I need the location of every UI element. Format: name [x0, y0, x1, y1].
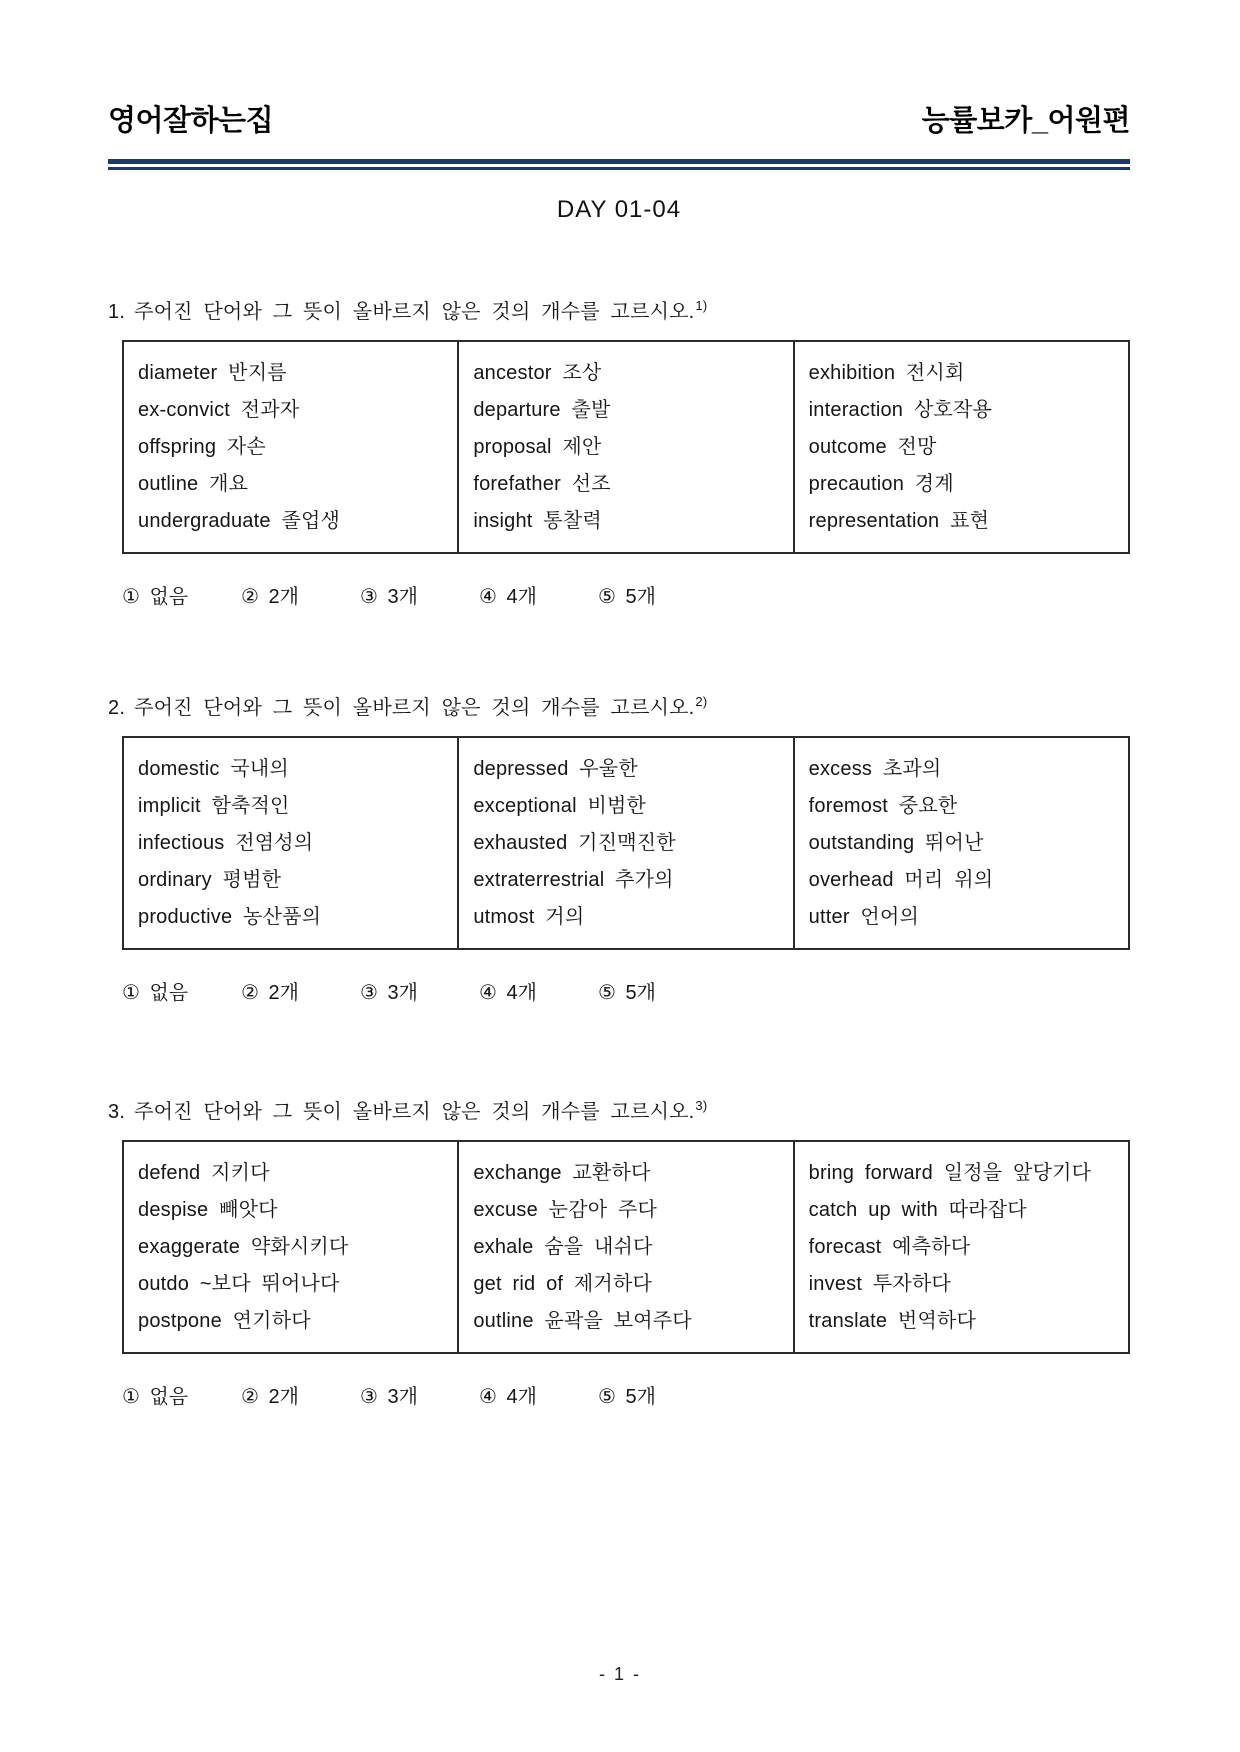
vocab-table-3 [122, 1140, 1130, 1354]
footnote-marker-1: 1) [695, 298, 708, 314]
vocab-entry: translate 번역하다 [808, 1310, 977, 1332]
option-1-5: ⑤ 5개 [598, 586, 656, 608]
header-divider [108, 159, 1130, 170]
answer-options-3 [122, 1384, 1130, 1410]
vocab-entry: exchange 교환하다 [473, 1162, 651, 1184]
vocab-entry: domestic 국내의 [138, 758, 289, 780]
vocab-entry: excuse 눈감아 주다 [473, 1199, 658, 1221]
page-header [108, 0, 1130, 139]
question-2 [108, 694, 1130, 1006]
question-3 [108, 1098, 1130, 1410]
option-2-4: ④ 4개 [479, 982, 537, 1004]
vocab-entry: bring forward 일정을 앞당기다 [808, 1162, 1092, 1184]
option-3-4: ④ 4개 [479, 1386, 537, 1408]
vocab-entry: despise 빼앗다 [138, 1199, 278, 1221]
question-3-text: 주어진 단어와 그 뜻이 올바르지 않은 것의 개수를 고르시오. [134, 1101, 695, 1123]
footnote-marker-3: 3) [695, 1098, 708, 1114]
vocab-entry: proposal 제안 [473, 436, 602, 458]
vocab-entry: catch up with 따라잡다 [808, 1199, 1027, 1221]
vocab-table-3-column-2 [457, 1142, 792, 1352]
option-2-3: ③ 3개 [360, 982, 418, 1004]
vocab-entry: departure 출발 [473, 399, 611, 421]
vocab-entry: get rid of 제거하다 [473, 1273, 652, 1295]
vocab-entry: implicit 함축적인 [138, 795, 290, 817]
option-1-4: ④ 4개 [479, 586, 537, 608]
vocab-entry: undergraduate 졸업생 [138, 510, 341, 532]
vocab-entry: utter 언어의 [808, 906, 919, 928]
question-2-prompt [108, 694, 1130, 722]
vocab-entry: offspring 자손 [138, 436, 266, 458]
divider-line-bottom [108, 167, 1130, 170]
question-1-number: 1. [108, 301, 126, 323]
vocab-entry: interaction 상호작용 [808, 399, 992, 421]
option-1-3: ③ 3개 [360, 586, 418, 608]
answer-options-2 [122, 980, 1130, 1006]
vocab-table-2-column-2 [457, 738, 792, 948]
vocab-table-1 [122, 340, 1130, 554]
option-3-1: ① 없음 [122, 1386, 189, 1408]
vocab-entry: foremost 중요한 [808, 795, 958, 817]
vocab-entry: exceptional 비범한 [473, 795, 647, 817]
vocab-table-1-column-1 [124, 342, 457, 552]
option-2-1: ① 없음 [122, 982, 189, 1004]
vocab-entry: infectious 전염성의 [138, 832, 314, 854]
site-name: 영어잘하는집 [108, 105, 274, 137]
vocab-entry: exhibition 전시회 [808, 362, 965, 384]
vocab-entry: ancestor 조상 [473, 362, 602, 384]
vocab-entry: extraterrestrial 추가의 [473, 869, 674, 891]
vocab-table-1-column-3 [793, 342, 1128, 552]
vocab-entry: exhausted 기진맥진한 [473, 832, 676, 854]
vocab-entry: depressed 우울한 [473, 758, 638, 780]
question-1-prompt [108, 298, 1130, 326]
question-1-text: 주어진 단어와 그 뜻이 올바르지 않은 것의 개수를 고르시오. [134, 301, 695, 323]
day-title: DAY 01-04 [556, 196, 682, 223]
footnote-marker-2: 2) [695, 694, 708, 710]
vocab-entry: invest 투자하다 [808, 1273, 951, 1295]
vocab-entry: outline 윤곽을 보여주다 [473, 1310, 692, 1332]
vocab-entry: insight 통찰력 [473, 510, 602, 532]
vocab-entry: outdo ~보다 뛰어나다 [138, 1273, 340, 1295]
page-number: - 1 - [598, 1664, 641, 1684]
option-3-5: ⑤ 5개 [598, 1386, 656, 1408]
question-2-text: 주어진 단어와 그 뜻이 올바르지 않은 것의 개수를 고르시오. [134, 697, 695, 719]
option-2-2: ② 2개 [241, 982, 299, 1004]
vocab-table-3-column-1 [124, 1142, 457, 1352]
vocab-table-2 [122, 736, 1130, 950]
question-2-number: 2. [108, 697, 126, 719]
vocab-entry: forefather 선조 [473, 473, 611, 495]
vocab-entry: forecast 예측하다 [808, 1236, 971, 1258]
option-1-2: ② 2개 [241, 586, 299, 608]
option-2-5: ⑤ 5개 [598, 982, 656, 1004]
vocab-entry: productive 농산품의 [138, 906, 322, 928]
option-3-3: ③ 3개 [360, 1386, 418, 1408]
vocab-entry: outcome 전망 [808, 436, 937, 458]
question-3-number: 3. [108, 1101, 126, 1123]
vocab-entry: postpone 연기하다 [138, 1310, 311, 1332]
option-1-1: ① 없음 [122, 586, 189, 608]
vocab-entry: ex-convict 전과자 [138, 399, 300, 421]
vocab-entry: excess 초과의 [808, 758, 942, 780]
vocab-table-1-column-2 [457, 342, 792, 552]
vocab-entry: diameter 반지름 [138, 362, 287, 384]
vocab-entry: exhale 숨을 내쉬다 [473, 1236, 653, 1258]
answer-options-1 [122, 584, 1130, 610]
vocab-table-3-column-3 [793, 1142, 1128, 1352]
vocab-table-2-column-3 [793, 738, 1128, 948]
vocab-table-2-column-1 [124, 738, 457, 948]
question-3-prompt [108, 1098, 1130, 1126]
vocab-entry: overhead 머리 위의 [808, 869, 994, 891]
vocab-entry: ordinary 평범한 [138, 869, 282, 891]
option-3-2: ② 2개 [241, 1386, 299, 1408]
vocab-entry: exaggerate 약화시키다 [138, 1236, 349, 1258]
vocab-entry: utmost 거의 [473, 906, 585, 928]
vocab-entry: outstanding 뛰어난 [808, 832, 984, 854]
vocab-entry: outline 개요 [138, 473, 249, 495]
vocab-entry: precaution 경계 [808, 473, 954, 495]
vocab-entry: defend 지키다 [138, 1162, 270, 1184]
vocab-entry: representation 표현 [808, 510, 990, 532]
question-1 [108, 298, 1130, 610]
book-title: 능률보카_어원편 [921, 105, 1130, 137]
